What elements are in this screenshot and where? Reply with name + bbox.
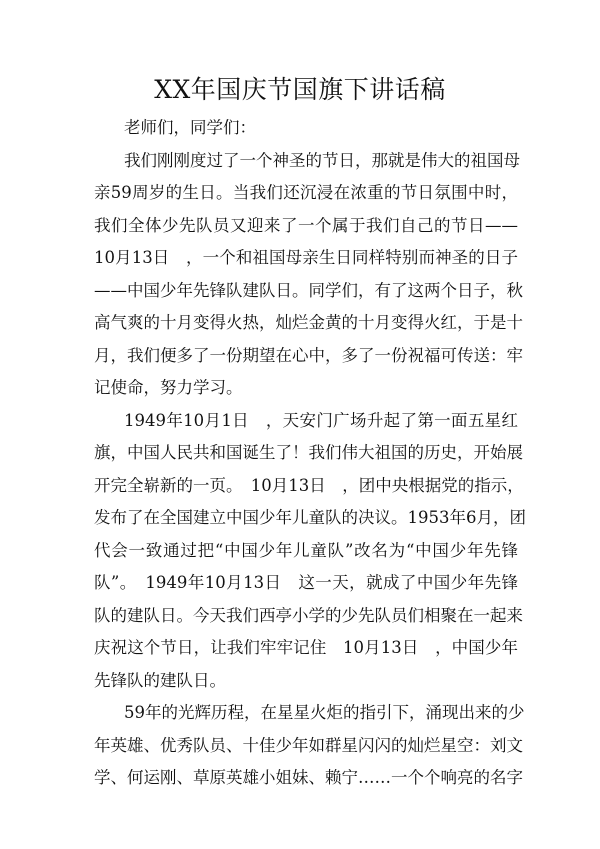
text-line: 老师们，同学们： [124,118,256,137]
text-line: 学、何运刚、草原英雄小姐妹、赖宁……一个个响亮的名字 [94,768,523,787]
text-line: 代会一致通过把“中国少年儿童队”改名为“中国少年先锋 [94,540,518,560]
document-body [94,112,526,795]
text-line: 月，我们便多了一份期望在心中，多了一份祝福可传送：牢 [94,345,523,365]
text-line: 队”。 1949年10月13日 这一天，就成了中国少年先锋 [94,573,518,592]
text-line: 记使命，努力学习。 [94,378,243,397]
text-line: 10月13日 ，一个和祖国母亲生日同样特别而神圣的日子 [94,248,518,267]
text-line: 开完全崭新的一页。 10月13日 ，团中央根据党的指示， [94,475,524,495]
text-line: 高气爽的十月变得火热，灿烂金黄的十月变得火红，于是十 [94,313,523,332]
text-line: 年英雄、优秀队员、十佳少年如群星闪闪的灿烂星空：刘文 [94,735,523,755]
document-title: XX年国庆节国旗下讲话稿 [154,75,446,104]
text-line: 59年的光辉历程，在星星火炬的指引下，涌现出来的少 [124,703,525,722]
text-line: 先锋队的建队日。 [94,670,226,690]
text-line: 我们全体少先队员又迎来了一个属于我们自己的节日—— [94,215,518,235]
text-line: 旗，中国人民共和国诞生了！我们伟大祖国的历史，开始展 [94,443,523,462]
text-line: 发布了在全国建立中国少年儿童队的决议。1953年6月，团 [94,508,526,527]
text-line: 队的建队日。今天我们西亭小学的少先队员们相聚在一起来 [94,605,523,625]
text-line: ——中国少年先锋队建队日。同学们，有了这两个日子，秋 [94,280,523,300]
text-line: 亲59周岁的生日。当我们还沉浸在浓重的节日氛围中时， [94,183,518,202]
text-line: 我们刚刚度过了一个神圣的节日，那就是伟大的祖国母 [124,150,520,170]
text-line: 1949年10月1日 ，天安门广场升起了第一面五星红 [124,410,518,430]
text-line: 庆祝这个节日，让我们牢牢记住 10月13日 ，中国少年 [94,638,518,657]
